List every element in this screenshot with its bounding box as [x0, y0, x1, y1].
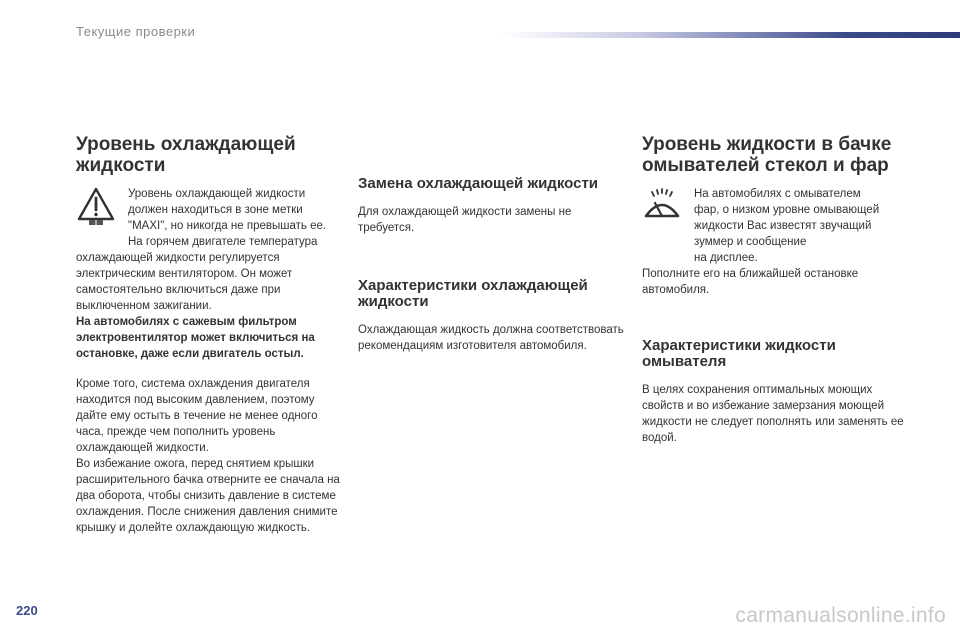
windshield-washer-icon — [642, 186, 686, 266]
watermark: carmanualsonline.info — [735, 604, 946, 627]
coolant-para3: Во избежание ожога, перед снятием крышки расширительного бачка отверните ее сначала на два оборота, чтобы снизить давление в системе охлаждения. После снижения давления снимите крышку и долейте охлаждающую жидкость. — [76, 458, 340, 534]
coolant-icon-line-1: Уровень охлаждающей жидкости — [128, 188, 306, 200]
washer-icon-line-5: на дисплее. — [694, 252, 758, 264]
washer-icon-line-3: жидкости Вас известят звучащий — [694, 220, 872, 232]
coolant-level-title-line1: Уровень охлаждающей — [76, 134, 296, 155]
coolant-level-title — [76, 134, 348, 176]
coolant-change-text: Для охлаждающей жидкости замены не требуется. — [358, 206, 572, 234]
washer-level-title-line2: омывателей стекол и фар — [642, 155, 889, 176]
washer-spec-text: В целях сохранения оптимальных моющих свойств и во избежание замерзания моющей жидкости не следует пополнять или заменять ее водой. — [642, 384, 904, 444]
coolant-level-title-line2: жидкости — [76, 155, 166, 176]
coolant-icon-line-4: На горячем двигателе температура — [128, 236, 318, 248]
warning-triangle-book-icon — [76, 186, 120, 250]
washer-level-title-line1: Уровень жидкости в бачке — [642, 134, 892, 155]
coolant-change-column — [358, 176, 628, 354]
coolant-para2: Кроме того, система охлаждения двигателя находится под высоким давлением, поэтому дайте ему остыть в течение не менее одного часа, прежде чем пополнить уровень охлаждающей жидкости. — [76, 378, 318, 454]
washer-level-title — [642, 134, 907, 176]
coolant-spec-text: Охлаждающая жидкость должна соответствовать рекомендациям изготовителя автомобиля. — [358, 324, 624, 352]
coolant-level-section — [76, 134, 348, 536]
washer-icon-line-4: зуммер и сообщение — [694, 236, 807, 248]
header-title: Текущие проверки — [76, 24, 196, 39]
coolant-icon-line-2: должен находиться в зоне метки — [128, 204, 303, 216]
header-accent-bar — [500, 32, 960, 38]
washer-spec-title: Характеристики жидкости омывателя — [642, 337, 836, 370]
washer-icon-line-2: фар, о низком уровне омывающей — [694, 204, 880, 216]
page-number: 220 — [16, 603, 38, 618]
coolant-icon-line-3: "MAXI", но никогда не превышать ее. — [128, 220, 327, 232]
coolant-spec-title: Характеристики охлаждающей жидкости — [358, 277, 588, 310]
washer-para1-rest: Пополните его на ближайшей остановке автомобиля. — [642, 268, 859, 296]
coolant-para1-rest: охлаждающей жидкости регулируется электрическим вентилятором. Он может самостоятельно включиться даже при выключенном зажигании. — [76, 252, 293, 312]
coolant-change-title: Замена охлаждающей жидкости — [358, 175, 599, 192]
washer-icon-line-1: На автомобилях с омывателем — [694, 188, 861, 200]
washer-level-section — [642, 134, 907, 446]
coolant-dpf-note: На автомобилях с сажевым фильтром электровентилятор может включиться на остановке, даже если двигатель остыл. — [76, 316, 315, 360]
